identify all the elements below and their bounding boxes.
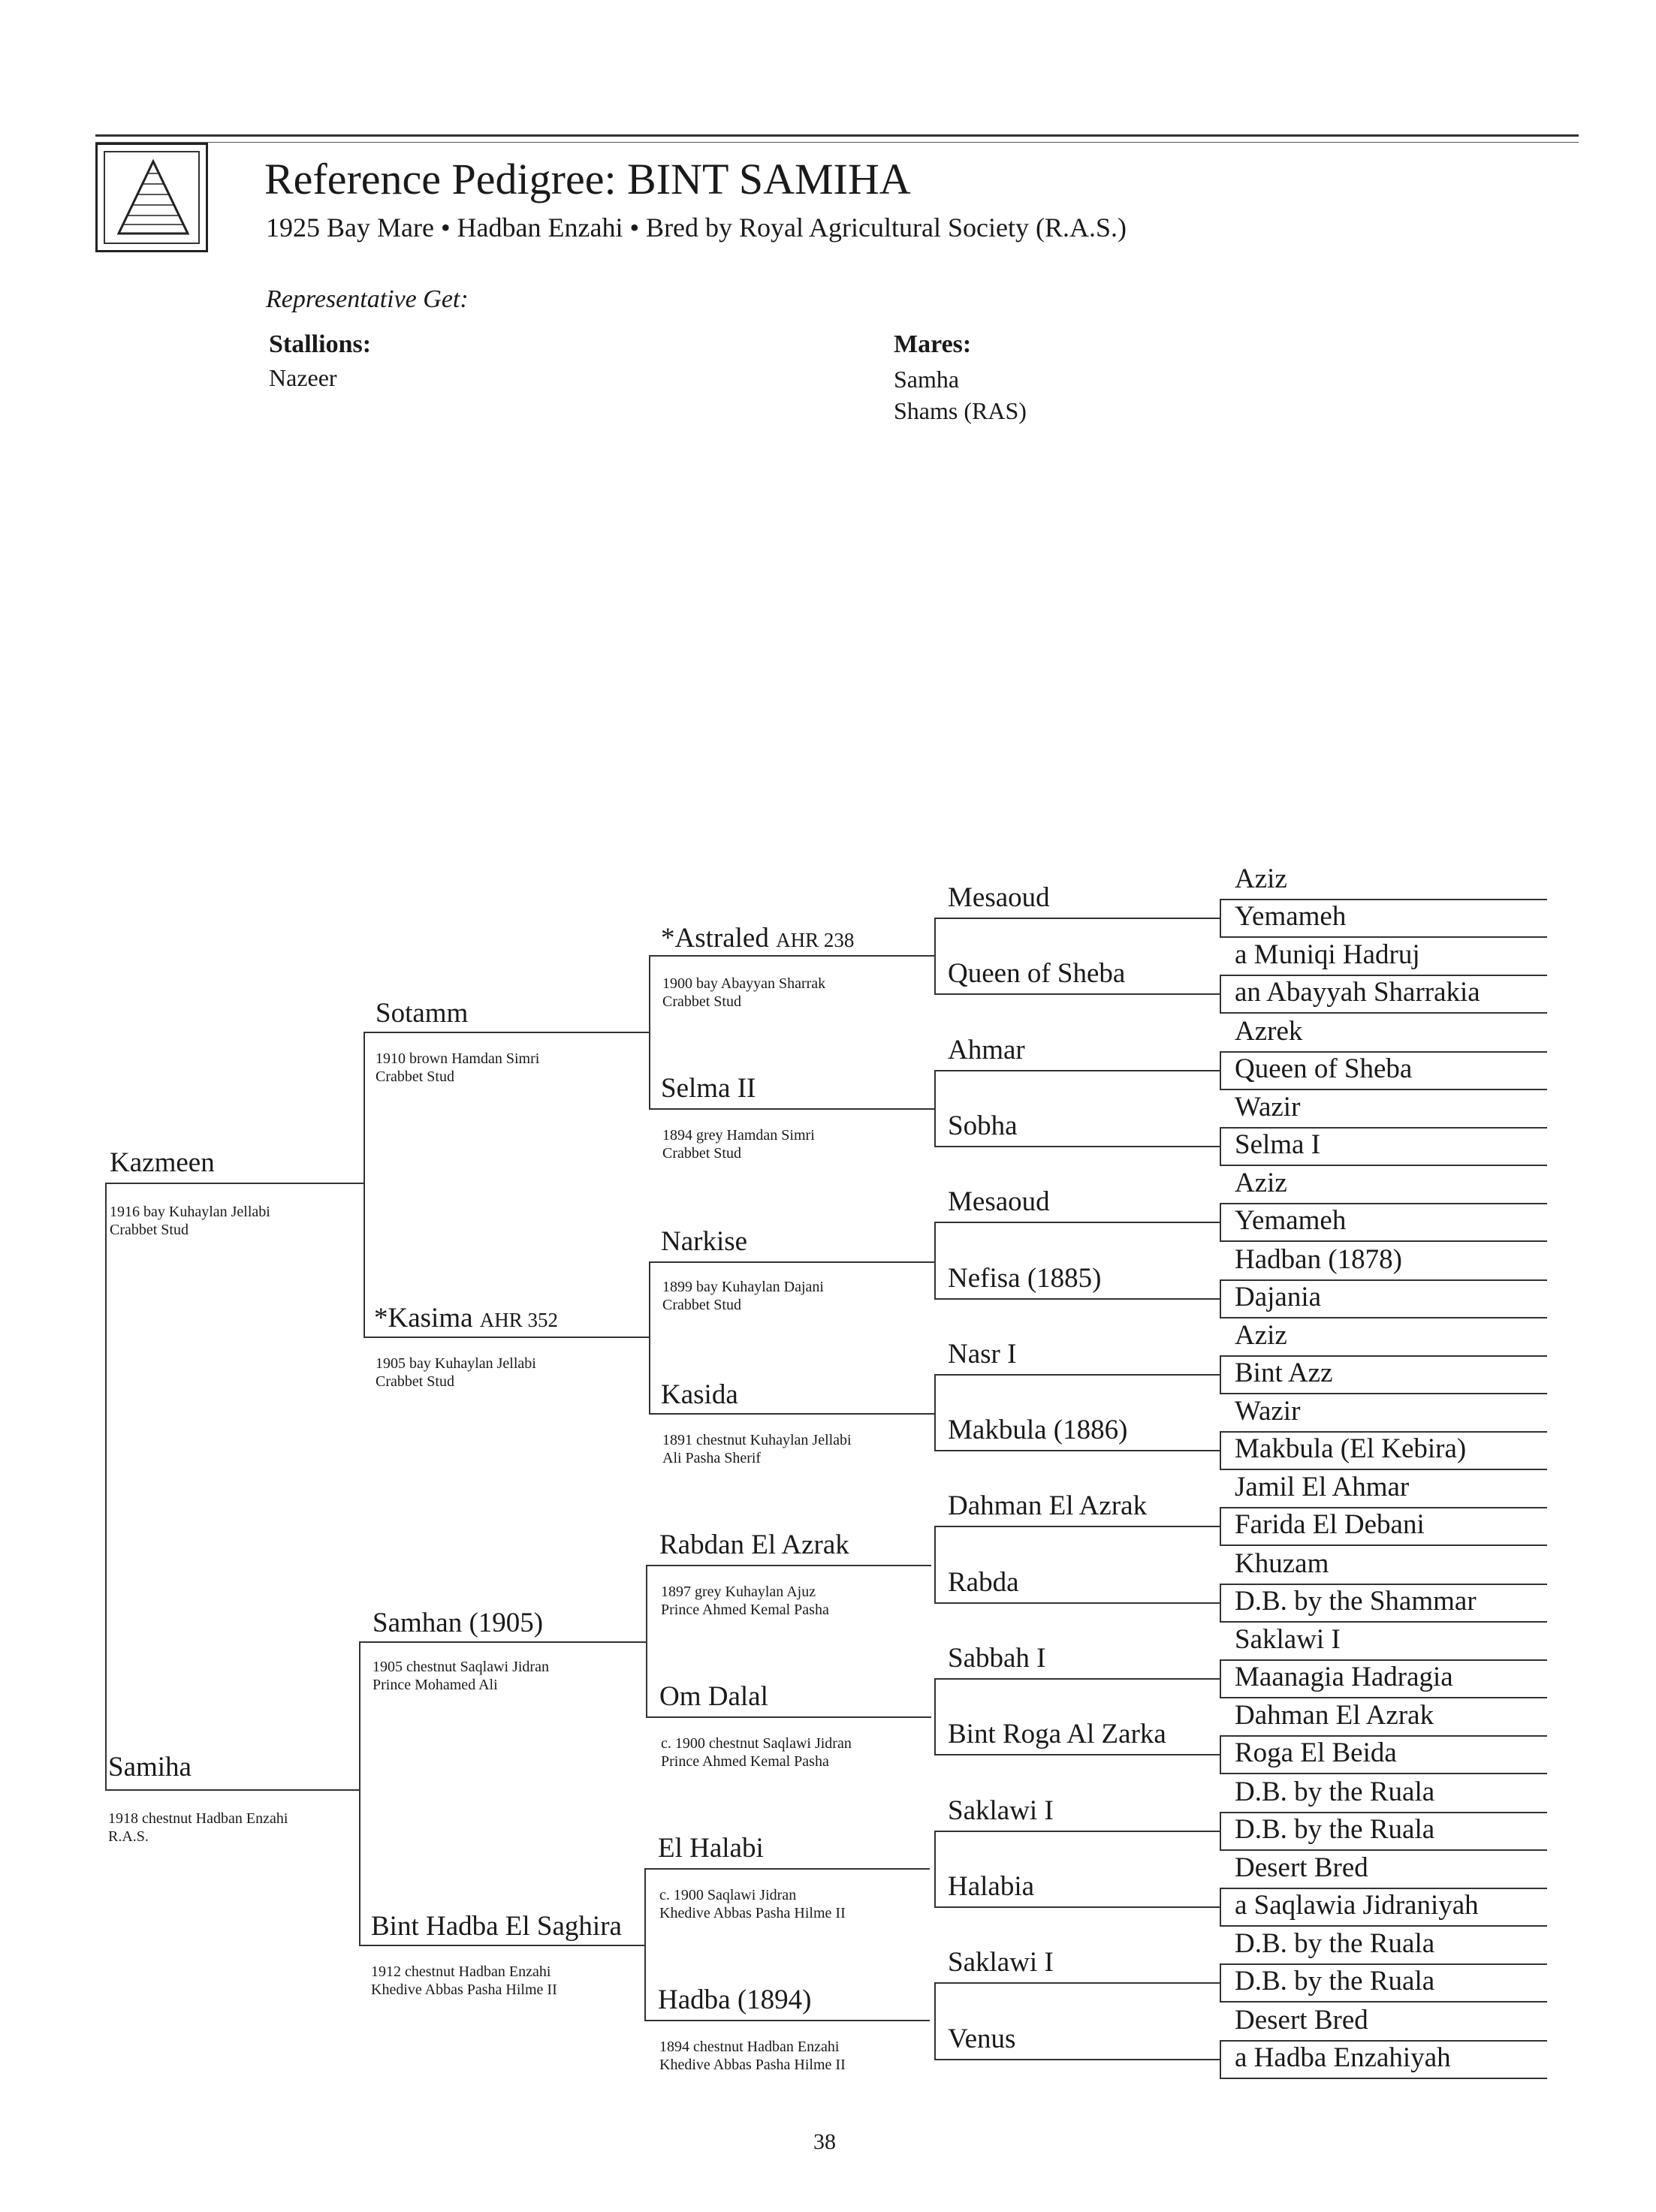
gen5-name: Roga El Beida: [1235, 1737, 1397, 1768]
gen5-line: [1220, 1089, 1547, 1090]
gen4-name: Mesaoud: [948, 1186, 1050, 1217]
gen3-info: 1894 grey Hamdan Simri: [662, 1127, 815, 1144]
gen4-connector: [934, 1678, 936, 1755]
gen5-name: an Abayyah Sharrakia: [1235, 977, 1480, 1008]
gen5-connector: [1220, 1888, 1221, 1927]
gen5-name: D.B. by the Ruala: [1235, 1814, 1435, 1845]
gen5-name: Yemameh: [1235, 901, 1347, 932]
gen5-connector: [1220, 1659, 1221, 1698]
gen3-info: c. 1900 chestnut Saqlawi Jidran: [661, 1735, 852, 1752]
gen5-connector: [1220, 2040, 1221, 2079]
dam-line: [105, 1789, 360, 1791]
gen4-name: Bint Roga Al Zarka: [948, 1719, 1166, 1749]
dam-breeder: R.A.S.: [108, 1828, 149, 1845]
gen4-name: Sabbah I: [948, 1643, 1046, 1674]
gen4-name: Rabda: [948, 1567, 1019, 1598]
gen4-name: Venus: [948, 2024, 1016, 2054]
page-number: 38: [813, 2129, 836, 2154]
gen4-name: Makbula (1886): [948, 1415, 1128, 1445]
gen2-connector: [363, 1032, 365, 1338]
pyramid-logo: [95, 143, 208, 252]
gen3-breeder: Khedive Abbas Pasha Hilme II: [659, 2057, 846, 2073]
gen3-info: 1899 bay Kuhaylan Dajani: [662, 1279, 824, 1295]
gen4-name: Saklawi I: [948, 1795, 1054, 1826]
gen2-breeder: Prince Mohamed Ali: [373, 1677, 498, 1693]
gen2-info: 1910 brown Hamdan Simri: [376, 1050, 540, 1067]
gen5-name: Saklawi I: [1235, 1624, 1341, 1655]
header-rule-top-thin: [95, 142, 1579, 143]
stallion-item: Nazeer: [269, 364, 337, 391]
gen4-line: [934, 1906, 1220, 1908]
gen5-name: Desert Bred: [1235, 2005, 1368, 2036]
gen5-name: a Saqlawia Jidraniyah: [1235, 1890, 1479, 1921]
gen3-line: [644, 2020, 930, 2021]
gen5-line: [1220, 1469, 1547, 1470]
gen2-line: [363, 1032, 649, 1033]
gen5-name: a Hadba Enzahiyah: [1235, 2042, 1451, 2073]
gen3-line: [649, 1413, 934, 1415]
dam-name: Samiha: [108, 1752, 192, 1783]
gen4-line: [934, 1526, 1220, 1527]
gen4-name: Mesaoud: [948, 882, 1050, 913]
gen5-name: Aziz: [1235, 1168, 1287, 1198]
gen3-breeder: Crabbet Stud: [662, 1145, 741, 1162]
gen4-name: Nefisa (1885): [948, 1263, 1102, 1294]
gen3-info: 1891 chestnut Kuhaylan Jellabi: [662, 1432, 852, 1448]
gen4-line: [934, 1070, 1220, 1071]
gen4-line: [934, 1678, 1220, 1680]
gen3-breeder: Khedive Abbas Pasha Hilme II: [659, 1905, 846, 1921]
gen5-line: [1220, 2001, 1547, 2003]
gen3-name: El Halabi: [658, 1833, 764, 1864]
gen4-line: [934, 1450, 1220, 1451]
gen5-connector: [1220, 1127, 1221, 1166]
gen1-connector: [105, 1183, 107, 1791]
gen4-connector: [934, 1374, 936, 1451]
gen5-name: Azrek: [1235, 1016, 1303, 1047]
gen3-info: 1900 bay Abayyan Sharrak: [662, 975, 826, 992]
stallions-heading: Stallions:: [269, 330, 372, 358]
gen3-info: 1894 chestnut Hadban Enzahi: [659, 2039, 840, 2055]
gen4-name: Saklawi I: [948, 1947, 1054, 1978]
gen5-name: D.B. by the Ruala: [1235, 1928, 1435, 1959]
gen5-line: [1220, 1165, 1547, 1166]
gen4-line: [934, 1602, 1220, 1604]
sire-line: [107, 1183, 363, 1184]
gen5-name: Queen of Sheba: [1235, 1053, 1413, 1084]
gen2-line: [359, 1945, 644, 1946]
gen3-name: Hadba (1894): [658, 1984, 812, 2015]
gen5-name: Hadban (1878): [1235, 1244, 1402, 1275]
gen3-name: Kasida: [661, 1379, 738, 1410]
mare-item: Samha: [894, 366, 960, 393]
gen4-name: Ahmar: [948, 1035, 1025, 1065]
gen2-info: 1912 chestnut Hadban Enzahi: [371, 1963, 551, 1980]
gen5-name: Bint Azz: [1235, 1358, 1333, 1388]
page-title: Reference Pedigree: BINT SAMIHA: [264, 155, 911, 203]
gen4-line: [934, 1831, 1220, 1832]
gen2-breeder: Khedive Abbas Pasha Hilme II: [371, 1981, 557, 1998]
gen4-line: [934, 1374, 1220, 1376]
gen5-name: Jamil El Ahmar: [1235, 1472, 1410, 1502]
gen5-name: Dahman El Azrak: [1235, 1700, 1434, 1731]
gen5-line: [1220, 1697, 1547, 1698]
gen4-name: Halabia: [948, 1871, 1035, 1902]
gen5-name: Yemameh: [1235, 1205, 1347, 1236]
gen3-line: [644, 1868, 930, 1870]
gen3-name: Narkise: [661, 1226, 748, 1257]
gen2-breeder: Crabbet Stud: [376, 1373, 454, 1390]
gen5-name: D.B. by the Shammar: [1235, 1586, 1477, 1617]
gen4-name: Queen of Sheba: [948, 958, 1126, 989]
gen4-line: [934, 1298, 1220, 1300]
gen4-line: [934, 993, 1220, 995]
gen2-name: Bint Hadba El Saghira: [371, 1911, 622, 1942]
gen3-info: 1897 grey Kuhaylan Ajuz: [661, 1584, 816, 1600]
gen4-connector: [934, 1982, 936, 2060]
gen5-line: [1220, 1012, 1547, 1014]
gen3-breeder: Ali Pasha Sherif: [662, 1450, 762, 1466]
gen3-breeder: Prince Ahmed Kemal Pasha: [661, 1602, 829, 1618]
gen2-line: [360, 1641, 646, 1643]
gen5-connector: [1220, 1051, 1221, 1090]
gen4-connector: [934, 1222, 936, 1299]
gen5-connector: [1220, 1279, 1221, 1318]
page-subtitle: 1925 Bay Mare • Hadban Enzahi • Bred by Royal Agricultural Society (R.A.S.): [266, 212, 1127, 243]
gen3-line: [649, 1108, 934, 1110]
sire-breeder: Crabbet Stud: [110, 1222, 189, 1238]
gen4-name: Dahman El Azrak: [948, 1490, 1148, 1521]
dam-info: 1918 chestnut Hadban Enzahi: [108, 1810, 288, 1827]
gen4-name: Sobha: [948, 1111, 1018, 1141]
gen2-name: *Kasima AHR 352: [374, 1303, 559, 1334]
gen2-breeder: Crabbet Stud: [376, 1068, 454, 1085]
gen3-name: Rabdan El Azrak: [659, 1529, 849, 1560]
gen3-breeder: Crabbet Stud: [662, 1297, 741, 1313]
gen3-line: [646, 1565, 931, 1566]
gen3-line: [646, 1716, 931, 1718]
gen3-line: [649, 1261, 934, 1263]
sire-info: 1916 bay Kuhaylan Jellabi: [110, 1204, 270, 1220]
gen5-connector: [1220, 1431, 1221, 1470]
gen3-name: Selma II: [661, 1073, 756, 1104]
gen3-name: *Astraled AHR 238: [661, 923, 855, 954]
gen4-line: [934, 2059, 1220, 2060]
gen3-connector: [649, 1261, 650, 1415]
gen4-line: [934, 1982, 1220, 1984]
gen4-connector: [934, 1831, 936, 1908]
gen5-name: Aziz: [1235, 1320, 1287, 1351]
gen5-line: [1220, 936, 1547, 938]
gen5-connector: [1220, 1507, 1221, 1546]
gen5-connector: [1220, 1963, 1221, 2003]
gen5-line: [1220, 1393, 1547, 1394]
gen4-connector: [934, 1526, 936, 1603]
gen5-name: Wazir: [1235, 1092, 1301, 1123]
gen4-line: [934, 918, 1220, 919]
gen4-connector: [934, 918, 936, 995]
gen5-line: [1220, 2078, 1547, 2079]
gen3-connector: [646, 1565, 647, 1718]
mare-item: Shams (RAS): [894, 397, 1027, 424]
gen5-name: Desert Bred: [1235, 1852, 1368, 1883]
gen5-name: D.B. by the Ruala: [1235, 1777, 1435, 1807]
gen5-name: Wazir: [1235, 1396, 1301, 1427]
pyramid-icon: [105, 152, 201, 246]
gen4-line: [934, 1222, 1220, 1223]
gen2-name: Samhan (1905): [373, 1608, 544, 1638]
gen4-name: Nasr I: [948, 1339, 1017, 1370]
gen5-connector: [1220, 1735, 1221, 1774]
gen3-breeder: Crabbet Stud: [662, 993, 741, 1010]
gen4-line: [934, 1146, 1220, 1147]
gen5-line: [1220, 1544, 1547, 1546]
gen3-connector: [644, 1868, 646, 2021]
gen5-line: [1220, 1849, 1547, 1851]
gen5-connector: [1220, 1203, 1221, 1242]
mares-heading: Mares:: [894, 330, 972, 358]
sire-name: Kazmeen: [110, 1147, 215, 1178]
gen5-name: Aziz: [1235, 863, 1287, 894]
gen5-name: Selma I: [1235, 1129, 1321, 1160]
gen5-name: Farida El Debani: [1235, 1509, 1425, 1540]
gen3-line: [649, 955, 934, 957]
representative-get-heading: Representative Get:: [266, 285, 469, 313]
gen5-name: a Muniqi Hadruj: [1235, 939, 1420, 970]
gen5-connector: [1220, 899, 1221, 938]
gen2-line: [363, 1337, 649, 1338]
gen2-connector: [359, 1641, 360, 1946]
gen5-line: [1220, 1317, 1547, 1318]
gen5-connector: [1220, 975, 1221, 1014]
gen2-info: 1905 bay Kuhaylan Jellabi: [376, 1355, 536, 1372]
gen5-connector: [1220, 1584, 1221, 1623]
gen5-connector: [1220, 1355, 1221, 1394]
gen2-name: Sotamm: [376, 998, 469, 1029]
gen5-name: Dajania: [1235, 1282, 1322, 1312]
gen5-line: [1220, 1240, 1547, 1242]
gen5-connector: [1220, 1812, 1221, 1851]
gen4-connector: [934, 1070, 936, 1147]
gen5-name: Khuzam: [1235, 1548, 1329, 1579]
header-rule-top: [95, 134, 1579, 137]
gen5-line: [1220, 1773, 1547, 1774]
gen5-name: D.B. by the Ruala: [1235, 1966, 1435, 1997]
gen3-info: c. 1900 Saqlawi Jidran: [659, 1887, 797, 1903]
gen3-name: Om Dalal: [659, 1681, 768, 1712]
gen5-line: [1220, 1925, 1547, 1927]
gen5-name: Maanagia Hadragia: [1235, 1662, 1453, 1692]
gen5-name: Makbula (El Kebira): [1235, 1433, 1467, 1464]
gen4-line: [934, 1754, 1220, 1755]
gen3-connector: [649, 955, 650, 1110]
gen3-breeder: Prince Ahmed Kemal Pasha: [661, 1753, 829, 1770]
gen5-line: [1220, 1621, 1547, 1623]
gen2-info: 1905 chestnut Saqlawi Jidran: [373, 1659, 549, 1675]
